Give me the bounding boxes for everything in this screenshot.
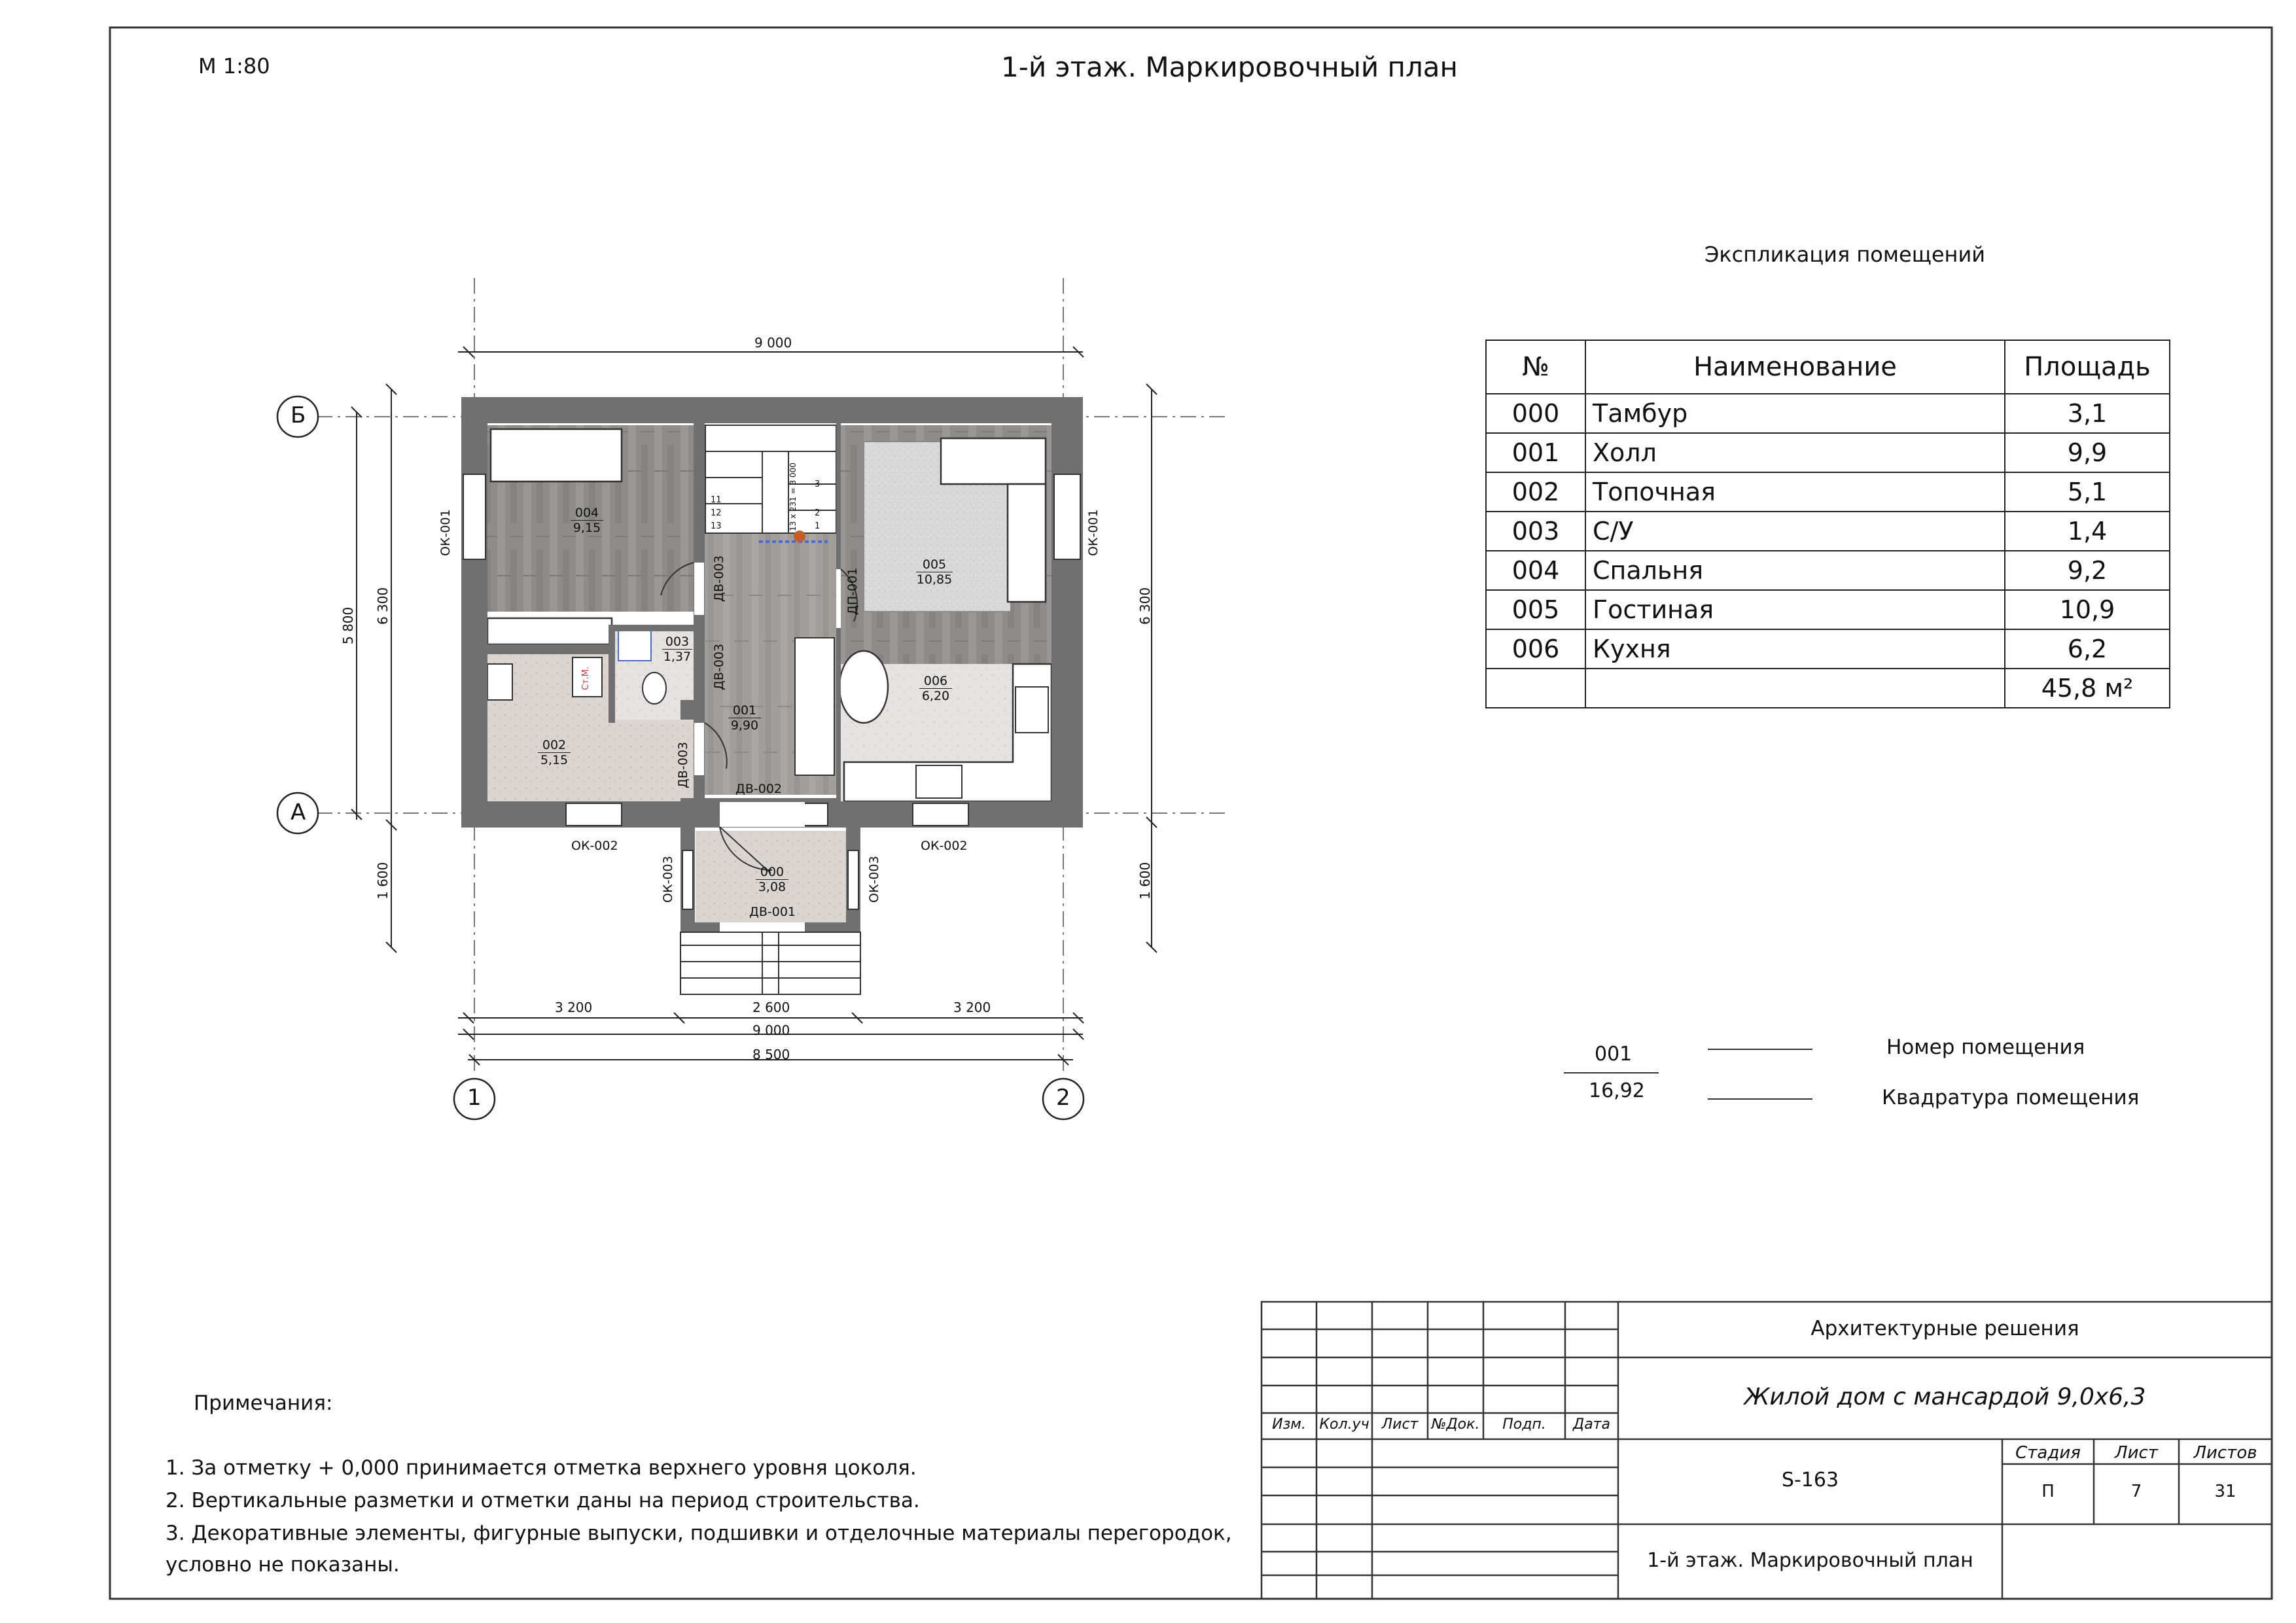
entrance-steps [680,932,860,994]
stair-step-3: 3 [815,480,821,489]
axis-label-a: А [291,799,306,826]
dim-top-total: 9 000 [754,335,792,351]
cell-name: Спальня [1585,551,2005,590]
tb-col-izm: Изм. [1272,1416,1306,1433]
sofa-side [1008,484,1046,602]
stair-marker-dot [794,531,805,542]
cell-no: 003 [1486,512,1585,551]
sink [916,765,962,798]
stair-step-13: 13 [711,521,722,531]
stair-step-1: 1 [815,521,821,531]
mark-ok002-left: ОК-002 [571,839,618,853]
cell-name: Тамбур [1585,394,2005,433]
dim-left-inner: 5 800 [340,606,356,644]
room-label-003 [662,635,692,664]
tb-section: Архитектурные решения [1810,1317,2079,1340]
tb-col-list: Лист [1381,1416,1419,1433]
table-row [1486,551,2170,590]
room-label-002 [538,738,571,767]
room-number: 004 [571,506,603,521]
cell-name: Кухня [1585,629,2005,669]
axis-label-b: Б [291,402,306,428]
cell-total-area: 45,8 м² [2005,669,2170,708]
table-row [1486,590,2170,629]
explication-table [1485,340,2170,708]
room-number: 006 [919,674,952,689]
dim-left-outer: 6 300 [375,587,391,625]
cell-name: Холл [1585,433,2005,472]
tb-col-data: Дата [1573,1416,1610,1433]
axis-label-2: 2 [1056,1085,1070,1111]
notes-title: Примечания: [194,1391,333,1415]
dim-bottom-total: 9 000 [752,1022,790,1038]
room-number: 001 [728,703,761,718]
tb-col-doc: №Док. [1431,1416,1480,1433]
dim-right-porch: 1 600 [1137,862,1153,899]
note-1: 1. За отметку + 0,000 принимается отметка верхнего уровня цоколя. [166,1456,917,1480]
cell-area: 1,4 [2005,512,2170,551]
mark-ok003-right: ОК-003 [867,856,881,903]
dim-bottom-seg2: 2 600 [752,1000,790,1015]
cell-no: 004 [1486,551,1585,590]
shower-tray [618,628,651,661]
cell-area: 6,2 [2005,629,2170,669]
legend-number-label: Номер помещения [1886,1036,2085,1059]
cell-name: Гостиная [1585,590,2005,629]
cell-area: 3,1 [2005,394,2170,433]
room-label-000 [756,865,788,894]
dim-right: 6 300 [1137,587,1153,625]
mark-ok001-right: ОК-001 [1086,509,1101,556]
room-area: 9,90 [730,718,759,733]
room-area: 10,85 [916,572,953,587]
room-number: 003 [662,635,692,650]
tb-sheets: 31 [2214,1482,2236,1501]
toilet [643,672,666,704]
col-header-area: Площадь [2005,340,2170,394]
mark-dv003-c: ДВ-003 [676,742,690,788]
room-label-005 [916,557,953,587]
stair-step-11: 11 [711,495,722,505]
tb-stage: П [2041,1482,2055,1501]
cell-area: 10,9 [2005,590,2170,629]
table-row [1486,472,2170,512]
cell-name: С/У [1585,512,2005,551]
tb-sheet-title: 1-й этаж. Маркировочный план [1647,1549,1973,1572]
sofa [941,438,1046,484]
note-3: 3. Декоративные элементы, фигурные выпуски, подшивки и отделочные материалы перегородок, [166,1522,1232,1545]
mark-ok002-right: ОК-002 [921,839,968,853]
boiler-tank [487,664,512,700]
dim-bottom-axes: 8 500 [752,1047,790,1062]
room-number: 005 [916,557,953,572]
room-area: 9,15 [573,521,601,535]
table-row [1486,394,2170,433]
tb-sheet: 7 [2130,1482,2142,1501]
boiler-label: Ст.М. [581,666,591,690]
cell-no: 005 [1486,590,1585,629]
bed [491,429,622,481]
room-area: 1,37 [663,650,692,664]
cell-no: 006 [1486,629,1585,669]
legend-area-label: Квадратура помещения [1882,1086,2140,1109]
tb-stage-label: Стадия [2015,1443,2081,1463]
tb-col-podp: Подп. [1502,1416,1546,1433]
table-total-row [1486,669,2170,708]
stair-step-12: 12 [711,508,722,518]
col-header-name: Наименование [1585,340,2005,394]
col-header-no: № [1486,340,1585,394]
explication-title: Экспликация помещений [1704,242,1986,267]
dim-left-porch: 1 600 [375,862,391,899]
tb-code: S-163 [1781,1469,1839,1492]
tb-sheets-label: Листов [2193,1443,2257,1463]
dim-bottom-seg1: 3 200 [555,1000,593,1015]
mark-dp001: ДП-001 [845,567,860,615]
cell-area: 9,2 [2005,551,2170,590]
cell-no: 002 [1486,472,1585,512]
mark-ok003-left: ОК-003 [661,856,675,903]
table-row [1486,512,2170,551]
room-label-004 [571,506,603,535]
note-2: 2. Вертикальные разметки и отметки даны на период строительства. [166,1489,920,1512]
mark-dv001: ДВ-001 [749,905,796,919]
room-area: 3,08 [758,880,786,894]
room-label-001 [728,703,761,733]
room-area: 5,15 [540,753,569,767]
axis-label-1: 1 [467,1085,482,1111]
cell-area: 5,1 [2005,472,2170,512]
stove [1016,687,1048,733]
cell-no: 000 [1486,394,1585,433]
sheet-title: 1-й этаж. Маркировочный план [1001,51,1458,83]
room-label-006 [919,674,952,703]
mark-dv002: ДВ-002 [735,782,782,796]
mark-dv003-b: ДВ-003 [712,644,726,690]
table-row [1486,629,2170,669]
mark-ok001-left: ОК-001 [438,509,453,556]
tb-project: Жилой дом с мансардой 9,0х6,3 [1744,1384,2146,1410]
scale-label: М 1:80 [198,54,270,79]
room-number: 002 [538,738,571,753]
room-area: 6,20 [921,689,950,703]
room-number: 000 [756,865,788,880]
dining-table [839,651,888,723]
hall-wardrobe [795,638,834,775]
cell-area: 9,9 [2005,433,2170,472]
tb-sheet-label: Лист [2115,1443,2158,1463]
tb-col-koluch: Кол.уч [1319,1416,1369,1433]
table-row [1486,433,2170,472]
legend-room-number: 001 [1595,1043,1633,1066]
mark-dv003-a: ДВ-003 [712,555,726,602]
note-3-cont: условно не показаны. [166,1553,400,1577]
cell-name: Топочная [1585,472,2005,512]
stair-step-2: 2 [815,508,821,518]
legend-room-area: 16,92 [1589,1079,1645,1102]
mark-stair-label: 13 х 231 = 3 000 [788,462,798,531]
cell-no: 001 [1486,433,1585,472]
table-header-row [1486,340,2170,394]
dim-bottom-seg3: 3 200 [953,1000,991,1015]
wardrobe [487,618,612,644]
